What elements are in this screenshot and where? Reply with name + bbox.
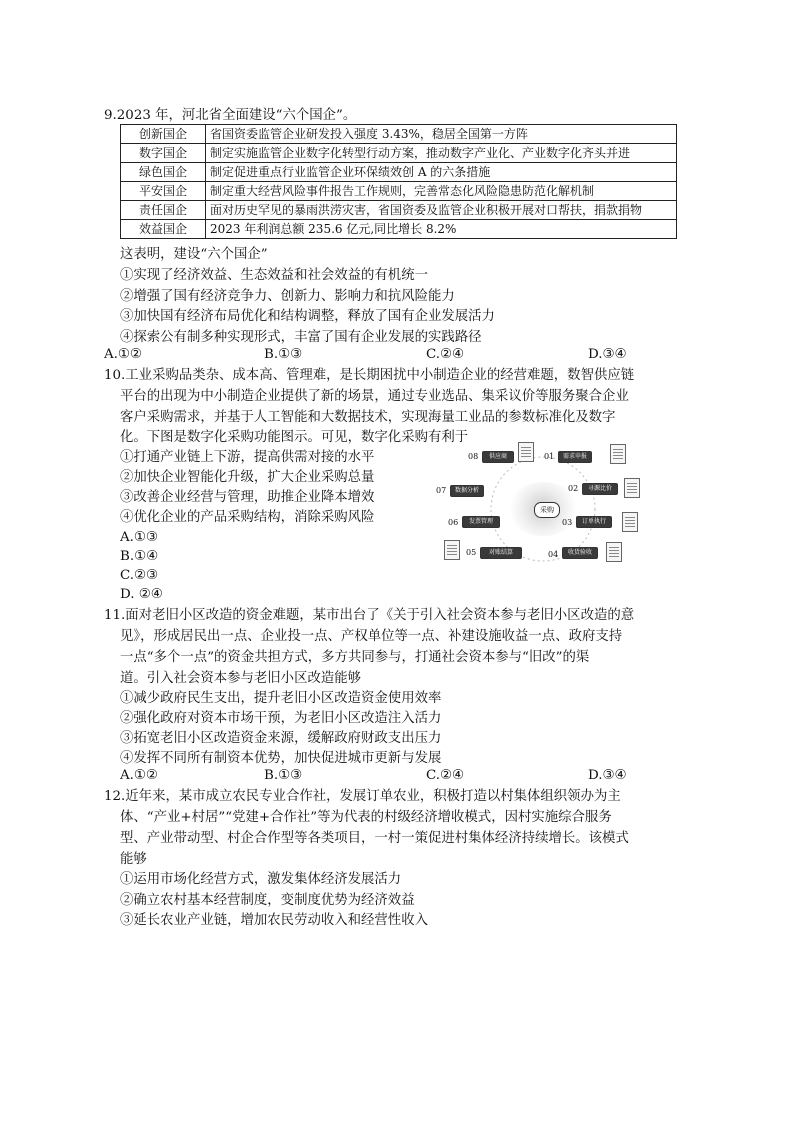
q10-choice-a: A.①③ bbox=[120, 530, 158, 545]
node-number: 06 bbox=[448, 518, 459, 527]
q12-stem-line-1: 12.近年来，某市成立农民专业合作社，发展订单农业，积极打造以村集体组织领办为主 bbox=[104, 789, 621, 804]
table-cell-name: 责任国企 bbox=[121, 201, 206, 220]
table-cell-name: 绿色国企 bbox=[121, 163, 206, 182]
q12-stem-line-4: 能够 bbox=[120, 852, 147, 867]
q9-choice-b: B.①③ bbox=[264, 347, 303, 362]
q9-stem: 9.2023 年，河北省全面建设“六个国企”。 bbox=[104, 108, 357, 123]
table-cell-name: 平安国企 bbox=[121, 182, 206, 201]
node-number: 01 bbox=[544, 452, 555, 461]
document-icon bbox=[610, 444, 626, 464]
table-cell-desc: 2023 年利润总额 235.6 亿元,同比增长 8.2% bbox=[206, 220, 677, 239]
table-cell-desc: 制定重大经营风险事件报告工作规则，完善常态化风险隐患防范化解机制 bbox=[206, 182, 677, 201]
node-number: 05 bbox=[466, 548, 477, 557]
q11-option-4: ④发挥不同所有制资本优势，加快促进城市更新与发展 bbox=[120, 751, 442, 766]
diagram-hub-label: 采购 bbox=[534, 502, 560, 518]
q10-choice-d: D. ②④ bbox=[120, 587, 163, 602]
diagram-node: 收货验收 bbox=[562, 547, 598, 559]
q12-stem-line-2: 体、“产业+村居”“党建+合作社”等为代表的村级经济增收模式，因村实施综合服务 bbox=[120, 810, 612, 825]
q9-option-3: ③加快国有经济布局优化和结构调整，释放了国有企业发展活力 bbox=[120, 309, 495, 324]
q9-choice-a: A.①② bbox=[104, 347, 142, 362]
diagram-node: 数据分析 bbox=[450, 485, 484, 497]
table-row bbox=[121, 163, 677, 182]
table-cell-name: 效益国企 bbox=[121, 220, 206, 239]
table-row bbox=[121, 125, 677, 144]
q9-option-4: ④探索公有制多种实现形式，丰富了国有企业发展的实践路径 bbox=[120, 330, 482, 345]
document-icon bbox=[444, 540, 460, 560]
q12-option-2: ②确立农村基本经营制度，变制度优势为经济效益 bbox=[120, 893, 415, 908]
q10-option-4: ④优化企业的产品采购结构，消除采购风险 bbox=[120, 510, 375, 525]
table-cell-desc: 制定促进重点行业监管企业环保绩效创 A 的六条措施 bbox=[206, 163, 677, 182]
q11-stem-line-3: 一点“多个一点”的资金共担方式，多方共同参与，打通社会资本参与“旧改”的渠 bbox=[120, 650, 590, 665]
node-number: 02 bbox=[568, 484, 579, 493]
q12-option-1: ①运用市场化经营方式，激发集体经济发展活力 bbox=[120, 872, 402, 887]
q9-option-1: ①实现了经济效益、生态效益和社会效益的有机统一 bbox=[120, 268, 428, 283]
q11-stem-line-4: 道。引入社会资本参与老旧小区改造能够 bbox=[120, 671, 362, 686]
q11-choice-d: D.③④ bbox=[588, 768, 627, 783]
diagram-node: 需求申报 bbox=[558, 451, 592, 463]
q10-stem-line-1: 10.工业采购品类杂、成本高、管理难，是长期困扰中小制造企业的经营难题，数智供应链 bbox=[104, 368, 635, 383]
q11-choice-a: A.①② bbox=[120, 768, 158, 783]
document-icon bbox=[518, 442, 534, 462]
node-number: 04 bbox=[548, 550, 559, 559]
q10-choice-c: C.②③ bbox=[120, 568, 159, 583]
q12-option-3: ③延长农业产业链，增加农民劳动收入和经营性收入 bbox=[120, 913, 428, 928]
q11-stem-line-1: 11.面对老旧小区改造的资金难题，某市出台了《关于引入社会资本参与老旧小区改造的意 bbox=[104, 608, 635, 623]
q10-option-2: ②加快企业智能化升级，扩大企业采购总量 bbox=[120, 470, 375, 485]
document-icon bbox=[624, 478, 640, 498]
q11-choice-b: B.①③ bbox=[264, 768, 303, 783]
q11-choice-c: C.②④ bbox=[426, 768, 465, 783]
document-icon bbox=[622, 512, 638, 532]
q9-table bbox=[120, 124, 677, 239]
q10-option-3: ③改善企业经营与管理，助推企业降本增效 bbox=[120, 490, 375, 505]
table-cell-name: 数字国企 bbox=[121, 144, 206, 163]
document-icon bbox=[606, 542, 622, 562]
table-row bbox=[121, 220, 677, 239]
q11-option-2: ②强化政府对资本市场干预，为老旧小区改造注入活力 bbox=[120, 711, 442, 726]
q10-choice-b: B.①④ bbox=[120, 549, 159, 564]
q9-choice-c: C.②④ bbox=[426, 347, 465, 362]
table-row bbox=[121, 201, 677, 220]
node-number: 08 bbox=[468, 452, 479, 461]
q10-option-1: ①打通产业链上下游，提高供需对接的水平 bbox=[120, 450, 375, 465]
diagram-node: 订单执行 bbox=[576, 516, 612, 528]
procurement-diagram bbox=[436, 438, 644, 580]
table-cell-name: 创新国企 bbox=[121, 125, 206, 144]
q11-option-1: ①减少政府民生支出，提升老旧小区改造资金使用效率 bbox=[120, 691, 442, 706]
diagram-node: 对账结算 bbox=[480, 547, 522, 559]
table-cell-desc: 省国资委监管企业研发投入强度 3.43%，稳居全国第一方阵 bbox=[206, 125, 677, 144]
q12-stem-line-3: 型、产业带动型、村企合作型等各类项目，一村一策促进村集体经济持续增长。该模式 bbox=[120, 831, 629, 846]
table-cell-desc: 制定实施监管企业数字化转型行动方案，推动数字产业化、产业数字化齐头并进 bbox=[206, 144, 677, 163]
node-number: 07 bbox=[436, 486, 447, 495]
q10-stem-line-2: 平台的出现为中小制造企业提供了新的场景，通过专业选品、集采议价等服务聚合企业 bbox=[120, 389, 629, 404]
q11-option-3: ③拓宽老旧小区改造资金来源，缓解政府财政支出压力 bbox=[120, 731, 442, 746]
diagram-node: 供应商 bbox=[482, 451, 514, 463]
node-number: 03 bbox=[562, 518, 573, 527]
q10-stem-line-4: 化。下图是数字化采购功能图示。可见，数字化采购有利于 bbox=[120, 430, 469, 445]
table-row bbox=[121, 144, 677, 163]
q9-choice-d: D.③④ bbox=[588, 347, 627, 362]
q11-stem-line-2: 见》，形成居民出一点、企业投一点、产权单位等一点、补建设施收益一点、政府支持 bbox=[120, 629, 623, 644]
table-cell-desc: 面对历史罕见的暴雨洪涝灾害，省国资委及监管企业积极开展对口帮扶，捐款捐物 bbox=[206, 201, 677, 220]
q9-prompt: 这表明，建设“六个国企” bbox=[120, 247, 268, 262]
q10-stem-line-3: 客户采购需求，并基于人工智能和大数据技术，实现海量工业品的参数标准化及数字 bbox=[120, 410, 616, 425]
q9-option-2: ②增强了国有经济竞争力、创新力、影响力和抗风险能力 bbox=[120, 289, 455, 304]
table-row bbox=[121, 182, 677, 201]
diagram-node: 发票管理 bbox=[462, 516, 500, 528]
diagram-node: 寻源比价 bbox=[582, 483, 618, 495]
